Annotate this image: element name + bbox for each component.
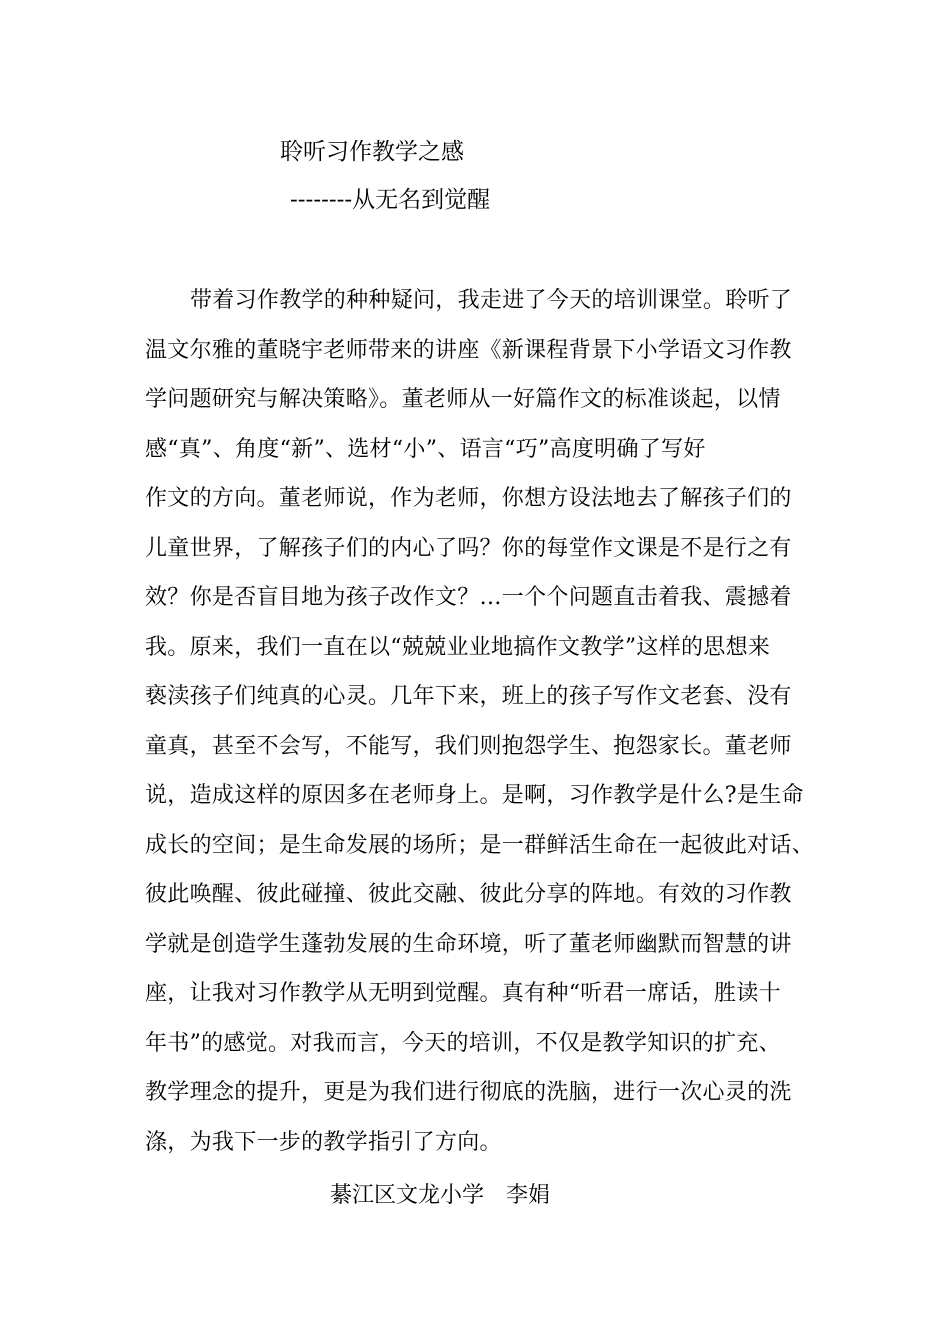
body-line: 效？你是否盲目地为孩子改作文？…一个个问题直击着我、震撼着 bbox=[145, 585, 792, 610]
body-line: 学就是创造学生蓬勃发展的生命环境，听了董老师幽默而智慧的讲 bbox=[145, 931, 792, 957]
body-paragraph bbox=[145, 283, 825, 1174]
body-line: 儿童世界，了解孩子们的内心了吗？你的每堂作文课是不是行之有 bbox=[145, 535, 792, 561]
document-subtitle: --------从无名到觉醒 bbox=[290, 187, 491, 213]
body-line: 作文的方向。董老师说，作为老师，你想方设法地去了解孩子们的 bbox=[145, 486, 792, 511]
body-line: 年书”的感觉。对我而言，今天的培训，不仅是教学知识的扩充、 bbox=[145, 1030, 781, 1056]
body-line: 彼此唤醒、彼此碰撞、彼此交融、彼此分享的阵地。有效的习作教 bbox=[145, 882, 792, 907]
body-line: 温文尔雅的董晓宇老师带来的讲座《新课程背景下小学语文习作教 bbox=[145, 337, 792, 363]
body-line: 童真，甚至不会写，不能写，我们则抱怨学生、抱怨家长。董老师 bbox=[145, 733, 792, 759]
body-line: 带着习作教学的种种疑问，我走进了今天的培训课堂。聆听了 bbox=[190, 288, 793, 313]
body-line: 我。原来，我们一直在以“兢兢业业地搞作文教学”这样的思想来 bbox=[145, 634, 771, 660]
author-signature: 綦江区文龙小学 李娟 bbox=[330, 1183, 551, 1208]
document-title: 聆听习作教学之感 bbox=[280, 139, 464, 165]
body-line: 成长的空间；是生命发展的场所；是一群鲜活生命在一起彼此对话、 bbox=[145, 832, 815, 858]
body-line: 涤，为我下一步的教学指引了方向。 bbox=[145, 1129, 502, 1155]
body-line: 座，让我对习作教学从无明到觉醒。真有种“听君一席话，胜读十 bbox=[145, 981, 781, 1006]
body-line: 教学理念的提升，更是为我们进行彻底的洗脑，进行一次心灵的洗 bbox=[145, 1080, 792, 1105]
body-line: 亵渎孩子们纯真的心灵。几年下来，班上的孩子写作文老套、没有 bbox=[145, 684, 792, 709]
body-line: 说，造成这样的原因多在老师身上。是啊，习作教学是什么?是生命 bbox=[145, 783, 804, 808]
body-line: 感“真”、角度“新”、选材“小”、语言“巧”高度明确了写好 bbox=[145, 436, 706, 462]
body-line: 学问题研究与解决策略》。董老师从一好篇作文的标准谈起，以情 bbox=[145, 387, 781, 412]
